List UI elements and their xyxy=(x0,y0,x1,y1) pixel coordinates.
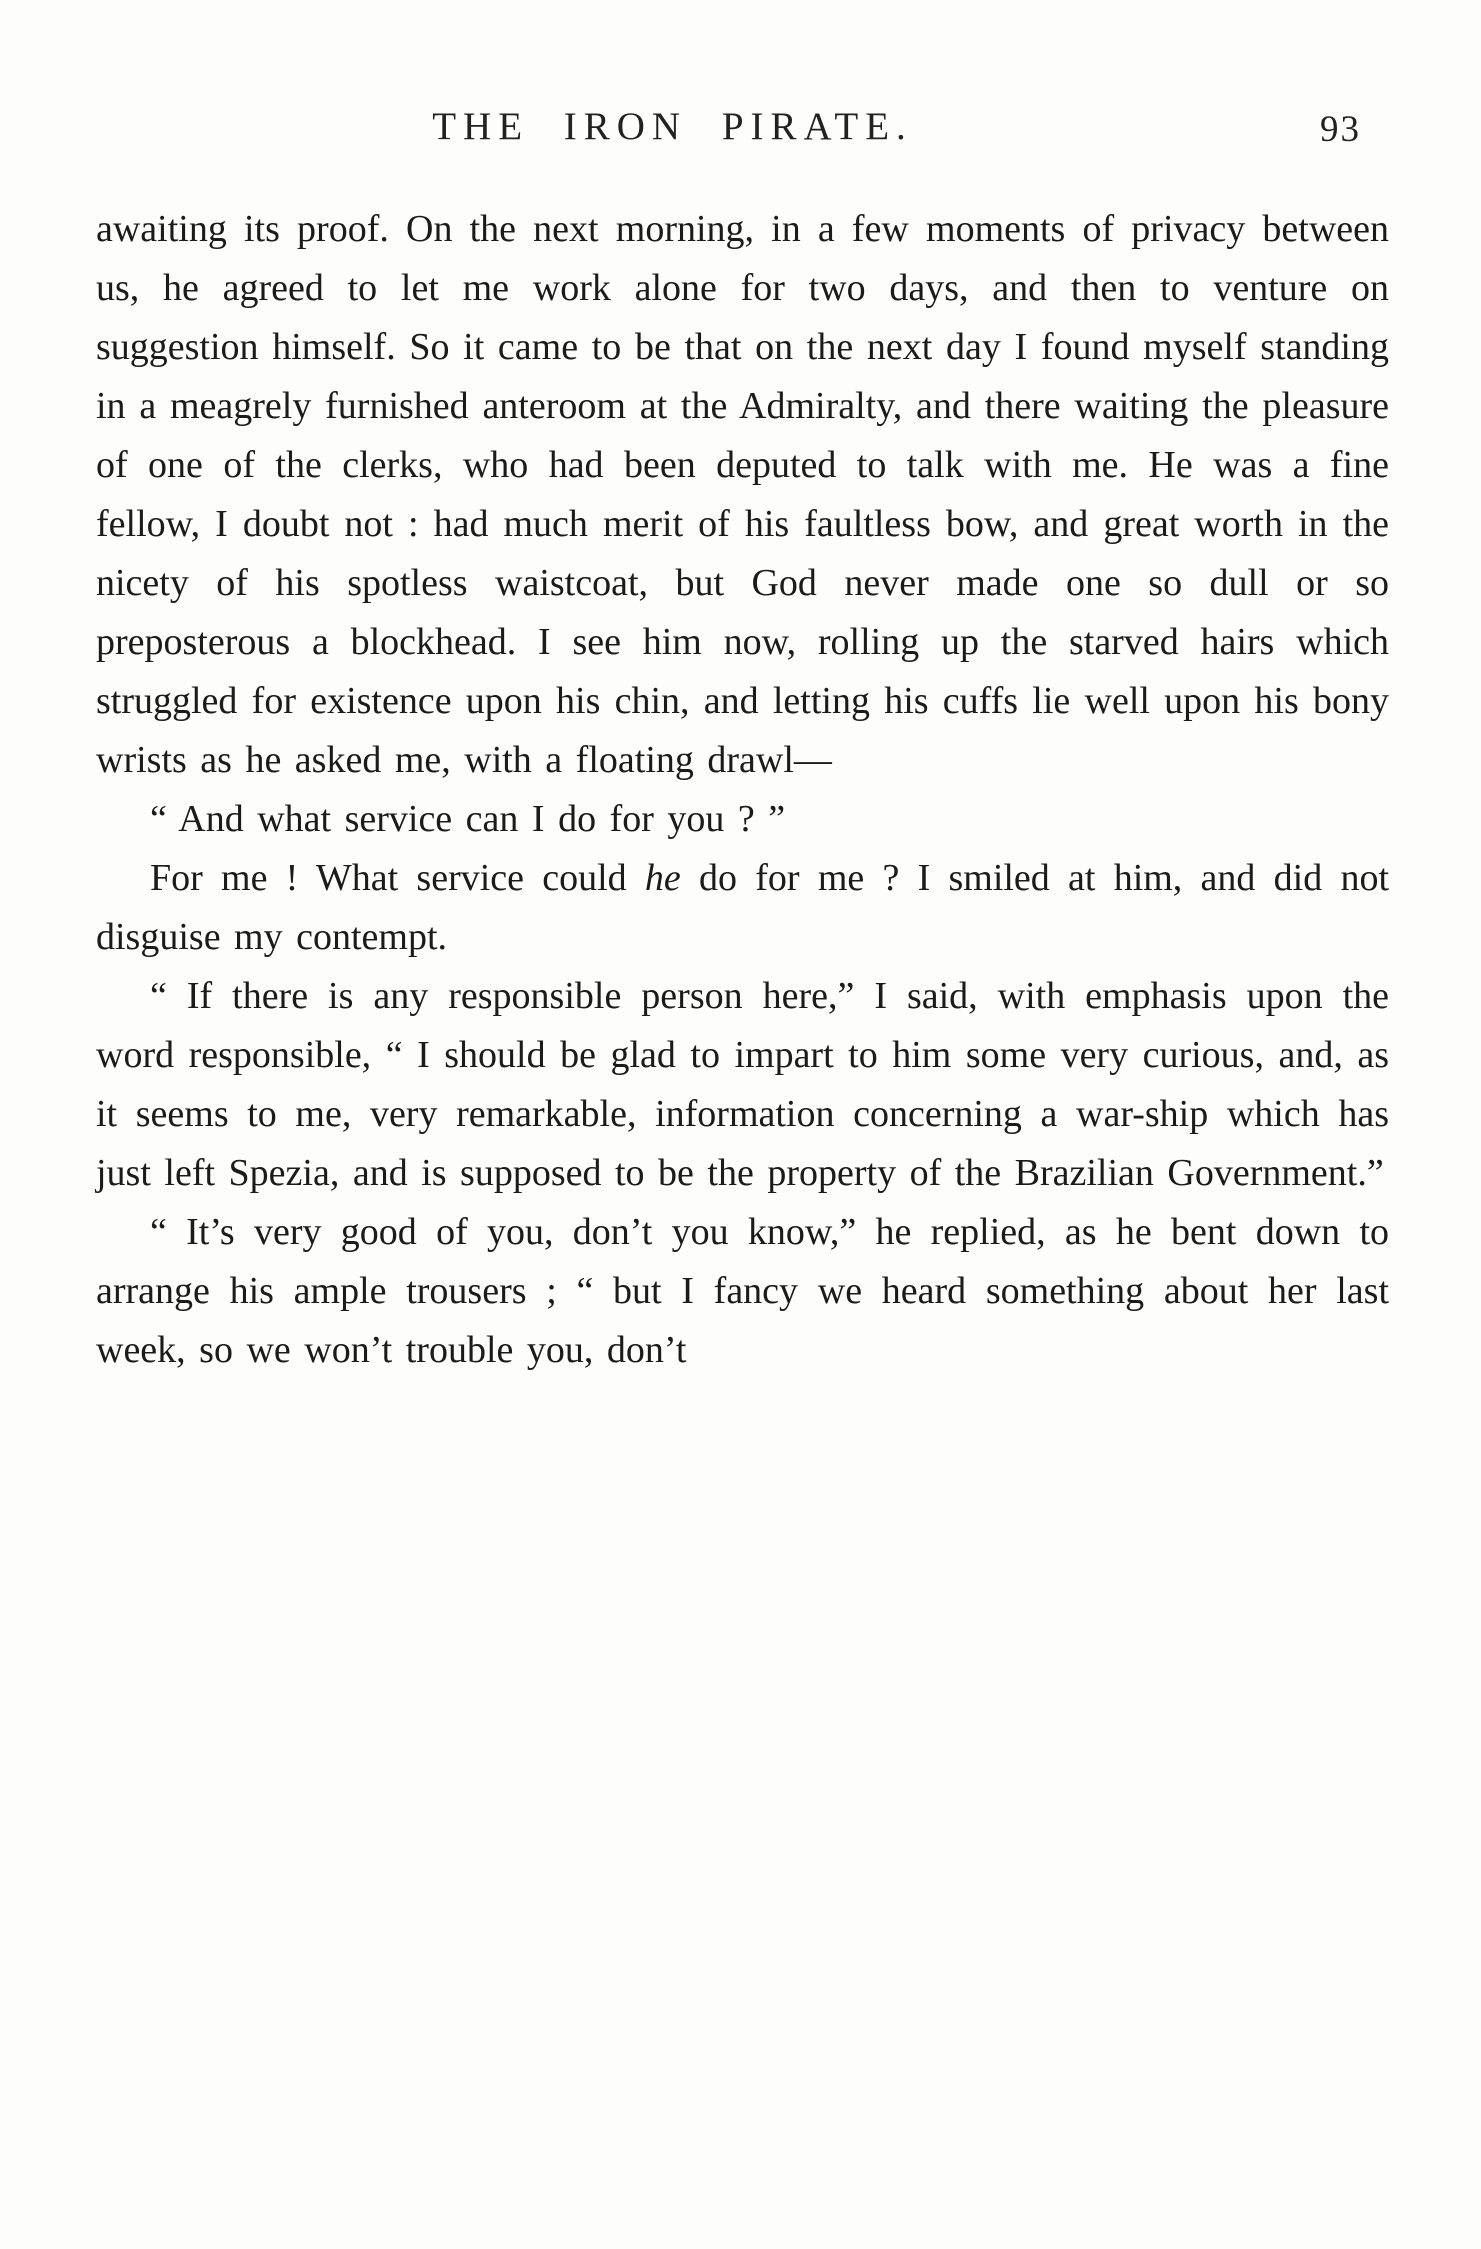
text-segment: do for me ? I smiled at him, and did not disguise my contempt. xyxy=(96,857,1389,958)
text-segment: For me ! What service could xyxy=(150,857,645,899)
paragraph: awaiting its proof. On the next morning, in a few moments of privacy between us, he agreed to let me work alone for two days, and then to venture on suggestion himself. So it came to be that on the next day I found myself standing in a meagrely furnished anteroom at the Admiralty, and there waiting the pleasure of one of the clerks, who had been deputed to talk with me. He was a fine fellow, I doubt not : had much merit of his faultless bow, and great worth in the nicety of his spotless waistcoat, but God never made one so dull or so preposterous a blockhead. I see him now, rolling up the starved hairs which struggled for existence upon his chin, and letting his cuffs lie well upon his bony wrists as he asked me, with a floating drawl— xyxy=(96,208,1389,781)
running-title: THE IRON PIRATE. xyxy=(432,105,913,148)
paragraph-dialogue: “ If there is any responsible person here,” I said, with emphasis upon the word responsible, “ I should be glad to impart to him some very curious, and, as it seems to me, very remarkable, information concerning a war-ship which has just left Spezia, and is supposed to be the property of the Brazilian Government.” xyxy=(96,975,1389,1194)
page-body xyxy=(96,200,1389,1380)
page-header xyxy=(96,104,1389,164)
text-segment-italic: he xyxy=(644,857,681,899)
paragraph xyxy=(96,849,1389,967)
paragraph-dialogue: “ And what service can I do for you ? ” xyxy=(150,798,786,840)
paragraph-dialogue: “ It’s very good of you, don’t you know,” he replied, as he bent down to arrange his ample trousers ; “ but I fancy we heard something about her last week, so we won’t trouble you, don’t xyxy=(96,1211,1389,1371)
page-number: 93 xyxy=(1320,109,1361,150)
